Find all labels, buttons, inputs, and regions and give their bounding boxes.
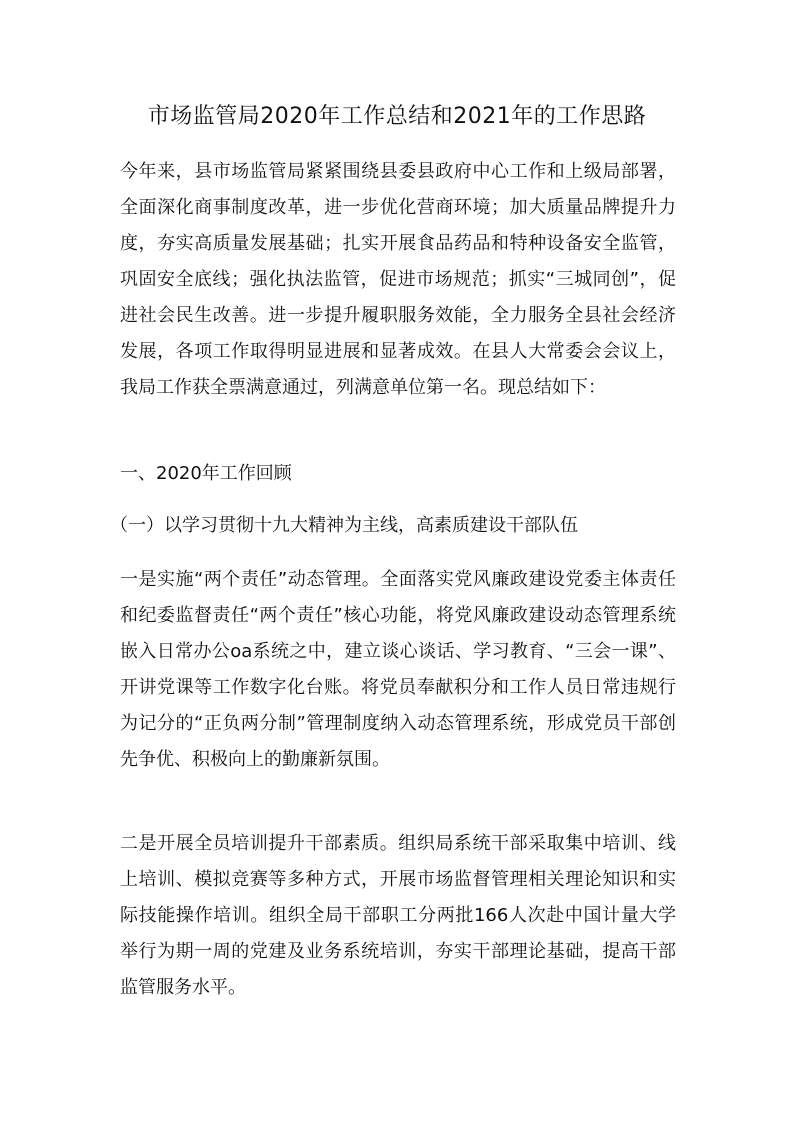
intro-paragraph: 今年来，县市场监管局紧紧围绕县委县政府中心工作和上级局部署，全面深化商事制度改革，进一步优化营商环境；加大质量品牌提升力度，夯实高质量发展基础；扎实开展食品药品和特种设备安全监管，巩固安全底线；强化执法监管，促进市场规范；抓实“三城同创”，促进社会民生改善。进一步提升履职服务效能，全力服务全县社会经济发展，各项工作取得明显进展和显著成效。在县人大常委会会议上，我局工作获全票满意通过，列满意单位第一名。现总结如下： [120, 161, 676, 398]
document-title: 市场监管局2020年工作总结和2021年的工作思路 [147, 104, 647, 129]
section-heading-review: 一、2020年工作回顾 [120, 463, 292, 484]
subsection-heading-team: （一）以学习贯彻十九大精神为主线，高素质建设干部队伍 [110, 515, 578, 536]
paragraph-two-responsibilities: 一是实施“两个责任”动态管理。全面落实党风廉政建设党委主体责任和纪委监督责任“两个责任”核心功能，将党风廉政建设动态管理系统嵌入日常办公oa系统之中，建立谈心谈话、学习教育、“三会一课”、开讲党课等工作数字化台账。将党员奉献积分和工作人员日常违规行为记分的“正负两分制”管理制度纳入动态管理系统，形成党员干部创先争优、积极向上的勤廉新氛围。 [120, 569, 676, 770]
paragraph-staff-training: 二是开展全员培训提升干部素质。组织局系统干部采取集中培训、线上培训、模拟竞赛等多种方式，开展市场监督管理相关理论知识和实际技能操作培训。组织全局干部职工分两批166人次赴中国计量大学举行为期一周的党建及业务系统培训，夯实干部理论基础，提高干部监管服务水平。 [120, 833, 676, 998]
